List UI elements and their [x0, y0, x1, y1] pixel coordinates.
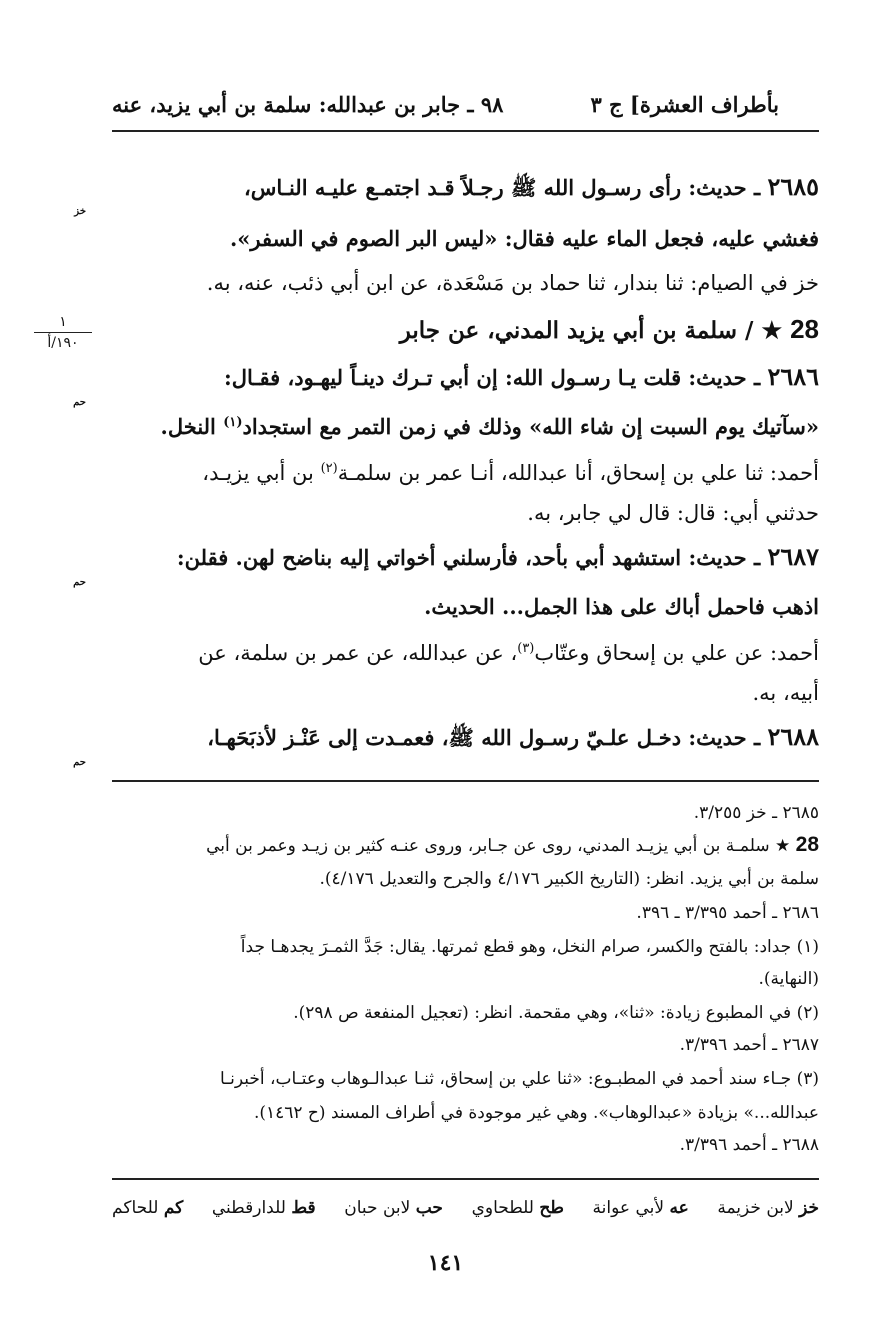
footnote-2685: ٢٦٨٥ ـ خز ٣/٢٥٥.	[693, 803, 819, 823]
folio-top: ١	[59, 314, 67, 330]
footnote-2687: ٢٦٨٧ ـ أحمد ٣/٣٩٦.	[679, 1035, 819, 1055]
hadith-number: ٢٦٨٥	[767, 172, 819, 201]
abbreviation-code: قط	[291, 1198, 316, 1218]
isnad-text: أحمد: ثنا علي بن إسحاق، أنا عبدالله، أنـا عمر بن سلمـة	[337, 461, 819, 485]
abbreviation-code: كم	[163, 1198, 184, 1218]
narrator-heading	[112, 308, 819, 352]
abbreviation-name: للدارقطني	[211, 1198, 286, 1218]
hadith-text: ـ حديث: قلت يـا رسـول الله: إن أبي تـرك دينـاً ليهـود، فقـال:	[223, 365, 761, 390]
isnad-text: بن أبي يزيـد،	[202, 461, 321, 485]
source-mark: حم	[73, 577, 86, 588]
hadith-text: ـ حديث: رأى رسـول الله ﷺ رجـلاً قـد اجتمـع عليـه النـاس،	[244, 175, 761, 200]
abbreviation-code: حب	[415, 1198, 443, 1218]
header-chapter: ٩٨ ـ جابر بن عبدالله: سلمة بن أبي يزيد، عنه	[112, 92, 504, 117]
footnote-2686: ٢٦٨٦ ـ أحمد ٣/٣٩٥ ـ ٣٩٦.	[636, 903, 819, 923]
hadith-2685-source: خز في الصيام: ثنا بندار، ثنا حماد بن مَسْعَدة، عن ابن أبي ذئب، عنه، به.	[206, 271, 819, 295]
source-mark: خز	[74, 206, 86, 217]
isnad-text: أحمد: عن علي بن إسحاق وعتّاب	[534, 641, 819, 665]
abbreviation-item	[593, 1198, 689, 1218]
abbreviations-legend	[112, 1198, 819, 1218]
footnote-ref: (٣)	[517, 641, 535, 656]
abbreviation-code: طح	[539, 1198, 564, 1218]
hadith-text: النخل.	[160, 414, 224, 439]
footnote-rule	[112, 780, 819, 782]
abbreviation-code: عه	[669, 1198, 689, 1218]
page-number: ١٤١	[427, 1250, 464, 1276]
star-icon: ★	[761, 317, 783, 344]
abbreviation-name: لابن خزيمة	[717, 1198, 794, 1218]
abbreviation-item	[344, 1198, 443, 1218]
hadith-number: ٢٦٨٧	[767, 542, 819, 571]
narrator-name: / سلمة بن أبي يزيد المدني، عن جابر	[399, 317, 754, 344]
abbreviation-name: لابن حبان	[344, 1198, 411, 1218]
abbreviations-rule	[112, 1178, 819, 1180]
footnote-3-line1: (٣) جـاء سند أحمد في المطبـوع: «ثنا علي بن إسحاق، ثنـا عبدالـوهاب وعتـاب، أخبرنـا	[220, 1069, 819, 1089]
abbreviation-item	[112, 1198, 183, 1218]
hadith-2687-line1	[112, 536, 819, 579]
footnote-narrator-line1	[112, 828, 819, 863]
footnote-narrator-line2: سلمة بن أبي يزيد. انظر: (التاريخ الكبير ٤/١٧٦ والجرح والتعديل ٤/١٧٦).	[319, 869, 819, 889]
hadith-number: ٢٦٨٦	[767, 362, 819, 391]
hadith-2687-line2: اذهب فاحمل أباك على هذا الجمل... الحديث.	[424, 594, 819, 619]
hadith-text: «سآتيك يوم السبت إن شاء الله» وذلك في زمن التمر مع استجداد	[242, 414, 819, 439]
hadith-2687-source2: أبيه، به.	[752, 681, 819, 705]
running-header	[112, 88, 779, 124]
isnad-text: ، عن عبدالله، عن عمر بن سلمة، عن	[198, 641, 518, 665]
narrator-number: 28	[790, 314, 819, 344]
abbreviation-name: للطحاوي	[471, 1198, 534, 1218]
hadith-text: ـ حديث: دخـل علـيّ رسـول الله ﷺ، فعمـدت إلى عَنْـز لأذبَحَهـا،	[207, 725, 761, 750]
narrator-number: 28	[795, 833, 819, 856]
source-mark: حم	[73, 397, 86, 408]
footnote-1-line2: (النهاية).	[758, 969, 819, 989]
hadith-number: ٢٦٨٨	[767, 722, 819, 751]
footnote-1-line1: (١) جداد: بالفتح والكسر، صرام النخل، وهو قطع ثمرتها. يقال: جَدَّ الثمـرَ يجدهـا جداً	[240, 937, 819, 957]
abbreviation-item	[472, 1198, 564, 1218]
abbreviation-item	[212, 1198, 316, 1218]
star-icon: ★	[774, 836, 791, 856]
hadith-2688-line1	[112, 716, 819, 759]
abbreviation-item	[717, 1198, 819, 1218]
hadith-2686-line2	[112, 406, 819, 448]
header-rule	[112, 130, 819, 132]
footnote-text: سلمـة بن أبي يزيـد المدني، روى عن جـابر، وروى عنـه كثير بن زيـد وعمر بن أبي	[206, 836, 770, 856]
footnote-3-line2: عبدالله...» بزيادة «عبدالوهاب». وهي غير موجودة في أطراف المسند (ح ١٤٦٢).	[253, 1103, 819, 1123]
manuscript-folio-note	[30, 314, 96, 351]
source-mark: حم	[73, 757, 86, 768]
footnote-ref: (١)	[223, 415, 243, 430]
header-volume: بأطراف العشرة] ج ٣	[590, 92, 779, 117]
hadith-2686-line1	[112, 356, 819, 399]
abbreviation-name: للحاكم	[112, 1198, 159, 1218]
hadith-2685-line2: فغشي عليه، فجعل الماء عليه فقال: «ليس البر الصوم في السفر».	[229, 226, 819, 251]
hadith-2685-line1	[112, 166, 819, 209]
abbreviation-code: خز	[799, 1198, 819, 1218]
hadith-2687-source1	[112, 632, 819, 674]
footnote-2: (٢) في المطبوع زيادة: «ثنا»، وهي مقحمة. انظر: (تعجيل المنفعة ص ٢٩٨).	[293, 1003, 819, 1023]
folio-bottom: ١٩٠/أ	[47, 335, 79, 352]
footnote-2688: ٢٦٨٨ ـ أحمد ٣/٣٩٦.	[679, 1135, 819, 1155]
folio-divider	[34, 332, 92, 333]
hadith-text: ـ حديث: استشهد أبي بأحد، فأرسلني أخواتي إليه بناضح لهن. فقلن:	[176, 545, 761, 570]
hadith-2686-source2: حدثني أبي: قال: قال لي جابر، به.	[527, 501, 819, 525]
footnote-ref: (٢)	[320, 461, 338, 476]
abbreviation-name: لأبي عوانة	[592, 1198, 665, 1218]
hadith-2686-source1	[112, 452, 819, 494]
